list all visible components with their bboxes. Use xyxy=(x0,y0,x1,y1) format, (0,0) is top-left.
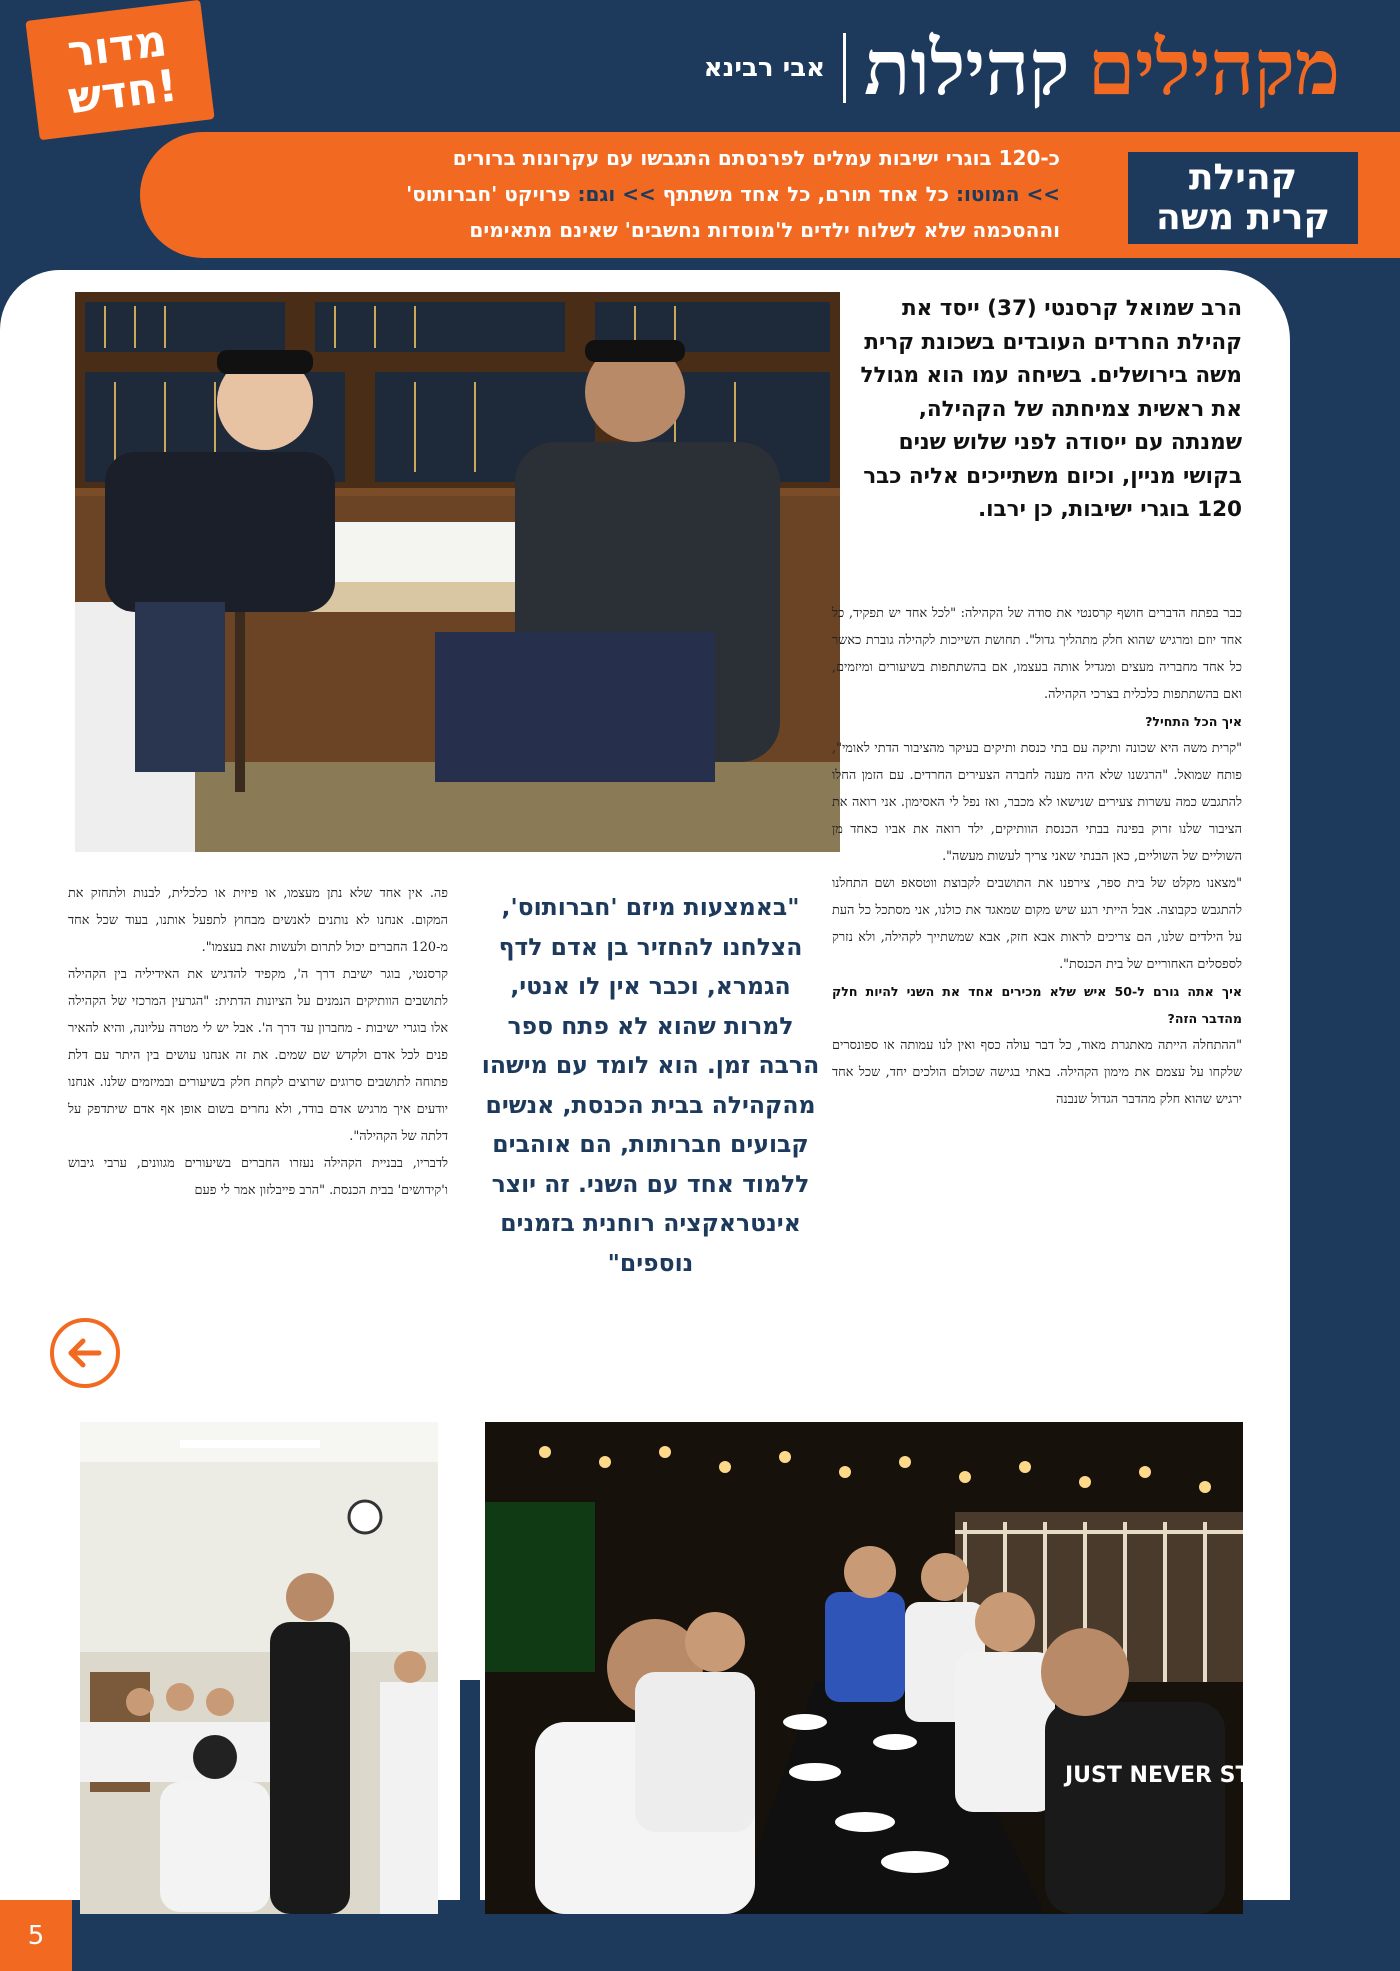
body-paragraph: קרסנטי, בוגר ישיבת דרך ה', מקפיד להדגיש את האידיליה בין הקהילה לתושבים הוותיקים הנמנים על הציונות הדתית: "הגרעין המרכזי של הקהילה אלו בוגרי ישיבות - מחברון עד דרך ה'. אבל יש לי מטרה עליונה, והיא להאיר פנים לכל אדם ולקדש שם שמים. את זה אנחנו עושים בין היתר עם דלת פתוחה לתושבים סרוגים שרוצים לקחת חלק בשיעורים ובמיזמים שלנו. אנחנו יודעים איך מרגיש אדם בודד, ולא נחרים בשום אופן אף אדם שיתדפק על דלתה של הקהילה". xyxy=(68,967,448,1144)
lead-paragraph: הרב שמואל קרסנטי (37) ייסד את קהילת החרדים העובדים בשכונת קרית משה בירושלים. בשיחה עמו הוא מגולל את ראשית צמיחתה של הקהילה, שמנתה עם ייסודה לפני שלוש שנים בקושי מניין, וכיום משתייכים אליה כבר 120 בוגרי ישיבות, כן ירבו. xyxy=(860,296,1242,522)
badge-line2: חדש! xyxy=(65,60,181,125)
shirt-print: JUST NEVER STOP. xyxy=(1065,1763,1290,1788)
dinner-photo-illustration xyxy=(485,1422,1290,1914)
arrow-left-icon xyxy=(65,1333,105,1373)
subhead-line3: וההסכמה שלא לשלוח ילדים ל'מוסדות נחשבים' שאינם מתאימים xyxy=(469,218,1060,242)
title-orange-word: מקהילים xyxy=(1087,23,1340,112)
also-text: פרויקט 'חברותוס' xyxy=(406,182,571,206)
continue-arrow-icon[interactable] xyxy=(50,1318,120,1388)
hall-photo-illustration xyxy=(80,1422,438,1914)
body-column-left xyxy=(68,880,448,1204)
section-title xyxy=(704,18,1340,118)
body-paragraph: "מצאנו מקלט של בית ספר, צירפנו את התושבים לקבוצת ווטסאפ ושם התחלנו להתגבש כקבוצה. אבל הייתי רגע שיש מקום שמאגד את כולנו, אני מסתכל כל העת על הילדים שלנו, הם צריכים לראות אבא חזק, אבא שמשתייך לקהילה, ולא נזרק לספסלים האחוריים של בית הכנסת". xyxy=(832,876,1242,972)
body-paragraph: לדבריו, בבניית הקהילה נעזרו החברים בשיעורים מגוונים, ערבי גיבוש ו'קידושים' בבית הכנסת. "הרב פייבלזון אמר לי פעם xyxy=(68,1156,448,1198)
study-photo-illustration xyxy=(75,292,840,852)
motto-text: כל אחד תורם, כל אחד משתתף xyxy=(662,182,950,206)
photo-two-men-studying xyxy=(75,292,840,852)
community-line2: קרית משה xyxy=(1156,197,1330,238)
title-white-word: קהילות xyxy=(864,23,1070,112)
interview-question: איך אתה גורם ל-50 איש שלא מכירים אחד את השני להיות חלק מהדבר הזה? xyxy=(832,984,1242,1026)
body-paragraph: כבר בפתח הדברים חושף קרסנטי את סודה של הקהילה: "לכל אחד יש תפקיד, כל אחד יוזם ומרגיש שהוא חלק מתהליך גדול". תחושת השייכות לקהילה גוברת כאשר כל אחד מחבריה מעצים ומגדיל אותה בעצמו, אם בהשתתפות בשיעורים ומיזמים, ואם בהשתתפות כלכלית בצרכי הקהילה. xyxy=(832,606,1242,702)
subhead-text xyxy=(240,140,1060,252)
subhead-line1: כ-120 בוגרי ישיבות עמלים לפרנסתם התגבשו עם עקרונות ברורים xyxy=(452,146,1060,170)
motto-label: >> המוטו: xyxy=(955,182,1060,206)
title-divider xyxy=(843,33,846,103)
decorative-block xyxy=(460,1680,480,1910)
photo-community-hall xyxy=(80,1422,438,1914)
author-name: אבי רבינא xyxy=(703,53,826,83)
also-label: >> וגם: xyxy=(577,182,656,206)
body-paragraph: פה. אין אחד שלא נתן מעצמו, או פיזית או כלכלית, לבנות ולתחזק את המקום. אנחנו לא נותנים לאנשים מבחוץ לתפעל אותנו, בעוד שכל אחד מ-120 החברים יכול לתרום ולעשות זאת בעצמו". xyxy=(68,886,448,955)
page-number: 5 xyxy=(0,1900,72,1971)
new-section-badge xyxy=(25,0,214,140)
body-paragraph: "ההתחלה הייתה מאתגרת מאוד, כל דבר עולה כסף ואין לנו עמותה או ספונסרים שלקחו על עצמם את מימון הקהילה. באתי בגישה שכולם הולכים יחד, שכל אחד ירגיש שהוא חלק מהדבר הגדול שנבנה xyxy=(832,1038,1242,1107)
photo-community-dinner xyxy=(485,1422,1290,1914)
pull-quote: "באמצעות מיזם 'חברותוס', הצלחנו להחזיר בן אדם לדף הגמרא, וכבר אין לו אנטי, למרות שהוא לא פתח ספר הרבה זמן. הוא לומד עם מישהו מהקהילה בבית הכנסת, אנשים קבועים חברותות, הם אוהבים ללמוד אחד עם השני. זה יוצר אינטראקציה רוחנית בזמנים נוספים" xyxy=(481,893,820,1277)
badge-line1: מדור xyxy=(64,15,170,79)
subhead-line2 xyxy=(240,176,1060,212)
interview-question: איך הכל התחיל? xyxy=(1145,714,1242,729)
body-paragraph: "קרית משה היא שכונה ותיקה עם בתי כנסת ותיקים בעיקר מהציבור הדתי לאומי", פותח שמואל. "הרגשנו שלא היה מענה לחברה הצעירים החרדים. עם הזמן החלו להתגבש כמה עשרות צעירים שנישאו לא מכבר, ואז נפל לי האסימון. אני רואה את הציבור שלנו זרוק בפינה בבתי הכנסת הוותיקים, ילד רואה את אביו כאחד מן השוליים של השוליים, כאן הבנתי שאני צריך לעשות מעשה". xyxy=(832,741,1242,864)
body-column-right xyxy=(832,600,1242,1113)
community-line1: קהילת xyxy=(1188,157,1298,198)
community-label-box xyxy=(1128,152,1358,244)
